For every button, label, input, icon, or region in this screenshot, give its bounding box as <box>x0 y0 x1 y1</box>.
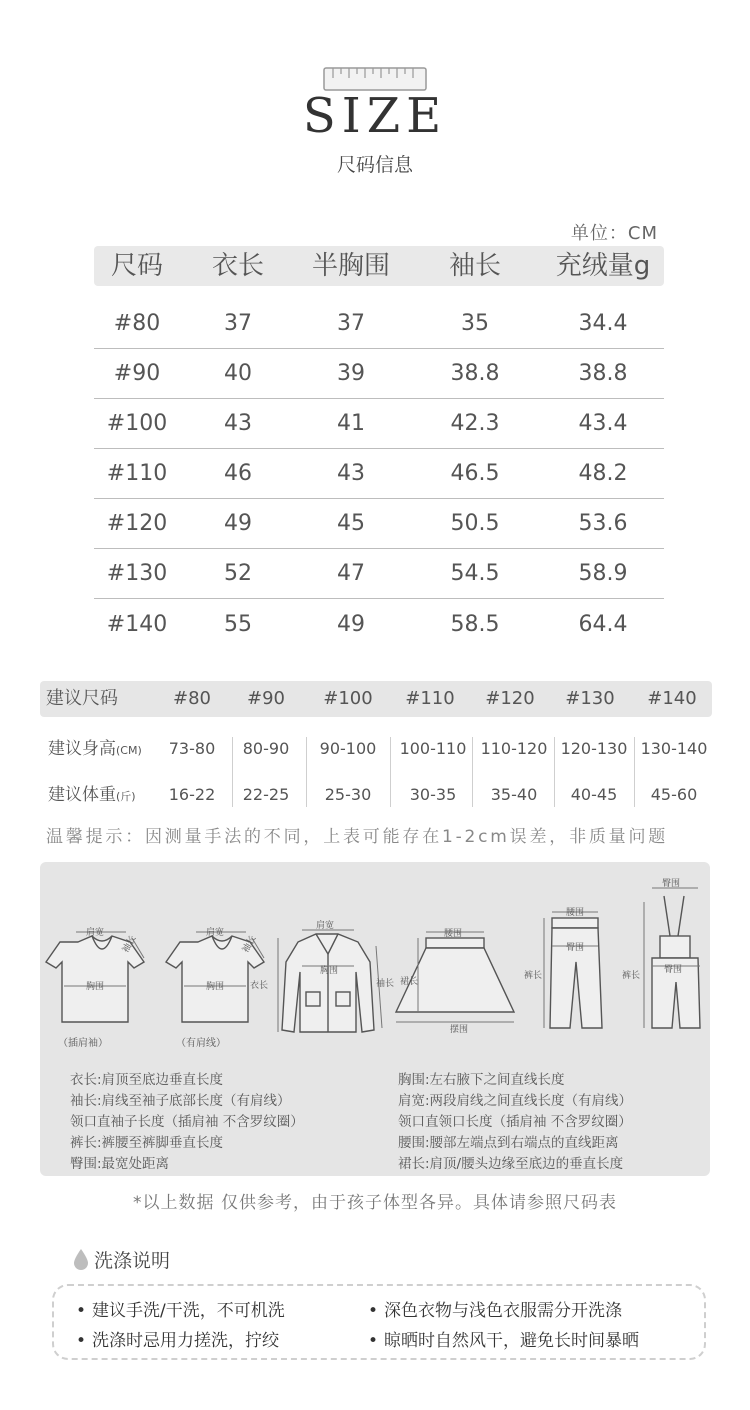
divider <box>634 737 635 807</box>
definition-item: 肩宽:两段肩线之间直线长度（有肩线） <box>398 1093 633 1109</box>
wash-item: • 洗涤时忌用力搓洗，拧绞 <box>76 1326 279 1351</box>
table-row <box>94 299 664 349</box>
svg-text:（有肩线）: （有肩线） <box>176 1038 226 1049</box>
weight-value: 30-35 <box>409 785 457 804</box>
wash-title: 洗涤说明 <box>94 1250 171 1272</box>
size-table-header <box>94 246 664 286</box>
table-cell: 47 <box>337 561 365 586</box>
recommend-header-size: #130 <box>565 688 615 709</box>
table-cell: 35 <box>461 311 489 336</box>
table-cell: 43.4 <box>578 411 628 436</box>
height-value: 130-140 <box>640 739 708 758</box>
table-cell: 43 <box>224 411 252 436</box>
trousers-icon <box>544 912 602 1028</box>
column-header: 衣长 <box>211 251 264 281</box>
water-drop-icon <box>72 1248 90 1272</box>
recommend-height-row <box>40 729 712 769</box>
table-cell: 46 <box>224 461 252 486</box>
table-cell: 48.2 <box>578 461 628 486</box>
wash-item: • 晾晒时自然风干，避免长时间暴晒 <box>368 1326 639 1351</box>
table-cell: 64.4 <box>578 612 628 637</box>
table-cell: 58.5 <box>450 612 500 637</box>
table-cell: 54.5 <box>450 561 500 586</box>
svg-text:袖长: 袖长 <box>120 934 139 955</box>
weight-unit: (斤) <box>116 790 136 803</box>
svg-text:胸围: 胸围 <box>86 982 105 992</box>
table-cell: #80 <box>113 311 161 336</box>
disclaimer-text: *以上数据 仅供参考，由于孩子体型各异。具体请参照尺码表 <box>133 1193 617 1213</box>
height-value: 90-100 <box>319 739 377 758</box>
table-cell: 40 <box>224 361 252 386</box>
svg-text:裤长: 裤长 <box>524 971 543 981</box>
recommend-header <box>40 681 712 717</box>
divider <box>390 737 391 807</box>
height-value: 100-110 <box>399 739 467 758</box>
table-cell: 55 <box>224 612 252 637</box>
recommend-header-size: #110 <box>405 688 455 709</box>
svg-text:袖长: 袖长 <box>240 934 259 955</box>
table-cell: 41 <box>337 411 365 436</box>
svg-text:腰围: 腰围 <box>444 929 463 939</box>
table-cell: 53.6 <box>578 511 628 536</box>
weight-value: 22-25 <box>242 785 290 804</box>
height-value: 120-130 <box>560 739 628 758</box>
table-cell: 38.8 <box>578 361 628 386</box>
weight-value: 35-40 <box>490 785 538 804</box>
weight-value: 45-60 <box>650 785 698 804</box>
table-cell: 49 <box>224 511 252 536</box>
table-cell: 37 <box>337 311 365 336</box>
definition-item: 衣长:肩顶至底边垂直长度 <box>70 1072 224 1088</box>
recommend-header-size: #90 <box>247 688 285 709</box>
divider <box>472 737 473 807</box>
definition-item: 领口直袖子长度（插肩袖 不含罗纹圈） <box>70 1114 304 1130</box>
wash-item: • 深色衣物与浅色衣服需分开洗涤 <box>368 1296 622 1321</box>
svg-text:胸围: 胸围 <box>320 966 339 976</box>
page-title: SIZE <box>302 88 448 144</box>
divider <box>232 737 233 807</box>
table-row <box>94 549 664 599</box>
table-cell: 52 <box>224 561 252 586</box>
wash-item: • 建议手洗/干洗，不可机洗 <box>76 1296 285 1321</box>
measurement-diagram-panel <box>40 862 710 1176</box>
definition-item: 裤长:裤腰至裤脚垂直长度 <box>70 1135 224 1151</box>
height-label: 建议身高(CM) <box>48 739 142 759</box>
table-cell: 46.5 <box>450 461 500 486</box>
svg-text:裙长: 裙长 <box>400 977 419 987</box>
divider <box>554 737 555 807</box>
definition-item: 领口直领口长度（插肩袖 不含罗纹圈） <box>398 1114 632 1130</box>
definition-item: 袖长:肩线至袖子底部长度（有肩线） <box>70 1093 291 1109</box>
definition-item: 臀围:最宽处距离 <box>70 1156 170 1172</box>
table-cell: 38.8 <box>450 361 500 386</box>
table-cell: #110 <box>106 461 168 486</box>
weight-label: 建议体重(斤) <box>48 785 136 805</box>
svg-text:肩宽: 肩宽 <box>206 928 225 938</box>
page-subtitle: 尺码信息 <box>336 154 413 176</box>
svg-text:臀围: 臀围 <box>662 879 681 889</box>
svg-text:臀围: 臀围 <box>566 943 585 953</box>
svg-text:胸围: 胸围 <box>206 982 225 992</box>
table-cell: #120 <box>106 511 168 536</box>
recommend-header-size: #80 <box>173 688 211 709</box>
weight-value: 16-22 <box>168 785 216 804</box>
recommend-weight-row <box>40 775 712 815</box>
table-row <box>94 449 664 499</box>
tip-text: 温馨提示：因测量手法的不同，上表可能存在1-2cm误差，非质量问题 <box>46 827 669 847</box>
svg-text:腰围: 腰围 <box>566 908 585 918</box>
jacket-icon <box>278 930 382 1032</box>
recommend-header-label: 建议尺码 <box>46 688 118 709</box>
table-cell: 42.3 <box>450 411 500 436</box>
definition-item: 腰围:腰部左端点到右端点的直线距离 <box>398 1135 619 1151</box>
column-header: 尺码 <box>110 251 163 281</box>
svg-text:摆围: 摆围 <box>450 1025 469 1035</box>
table-cell: 34.4 <box>578 311 628 336</box>
overalls-icon <box>644 888 700 1028</box>
measurement-diagram <box>40 862 710 1062</box>
table-cell: #100 <box>106 411 168 436</box>
column-header: 充绒量g <box>555 251 651 281</box>
table-cell: 45 <box>337 511 365 536</box>
table-row <box>94 499 664 549</box>
weight-value: 25-30 <box>324 785 372 804</box>
table-cell: 43 <box>337 461 365 486</box>
height-unit: (CM) <box>116 744 142 757</box>
table-cell: 39 <box>337 361 365 386</box>
table-row <box>94 349 664 399</box>
recommend-header-size: #100 <box>323 688 373 709</box>
unit-label: 单位：CM <box>570 223 658 244</box>
svg-text:袖长: 袖长 <box>376 979 395 989</box>
recommend-header-size: #140 <box>647 688 697 709</box>
svg-text:肩宽: 肩宽 <box>316 921 335 931</box>
svg-text:衣长: 衣长 <box>250 981 269 991</box>
height-value: 110-120 <box>480 739 548 758</box>
table-row <box>94 600 664 649</box>
table-cell: #140 <box>106 612 168 637</box>
table-cell: 58.9 <box>578 561 628 586</box>
table-cell: #130 <box>106 561 168 586</box>
column-header: 袖长 <box>448 251 501 281</box>
height-value: 73-80 <box>168 739 216 758</box>
definition-item: 胸围:左右腋下之间直线长度 <box>398 1072 565 1088</box>
svg-text:（插肩袖）: （插肩袖） <box>58 1038 108 1049</box>
column-header: 半胸围 <box>311 251 390 281</box>
definition-item: 裙长:肩顶/腰头边缘至底边的垂直长度 <box>398 1156 624 1172</box>
svg-text:臀围: 臀围 <box>664 965 683 975</box>
recommend-header-size: #120 <box>485 688 535 709</box>
height-value: 80-90 <box>242 739 290 758</box>
table-cell: 37 <box>224 311 252 336</box>
divider <box>306 737 307 807</box>
weight-value: 40-45 <box>570 785 618 804</box>
table-cell: 50.5 <box>450 511 500 536</box>
table-cell: #90 <box>113 361 161 386</box>
wash-instructions-box <box>52 1284 706 1360</box>
svg-text:肩宽: 肩宽 <box>86 928 105 938</box>
table-row <box>94 399 664 449</box>
table-cell: 49 <box>337 612 365 637</box>
svg-text:裤长: 裤长 <box>622 971 641 981</box>
